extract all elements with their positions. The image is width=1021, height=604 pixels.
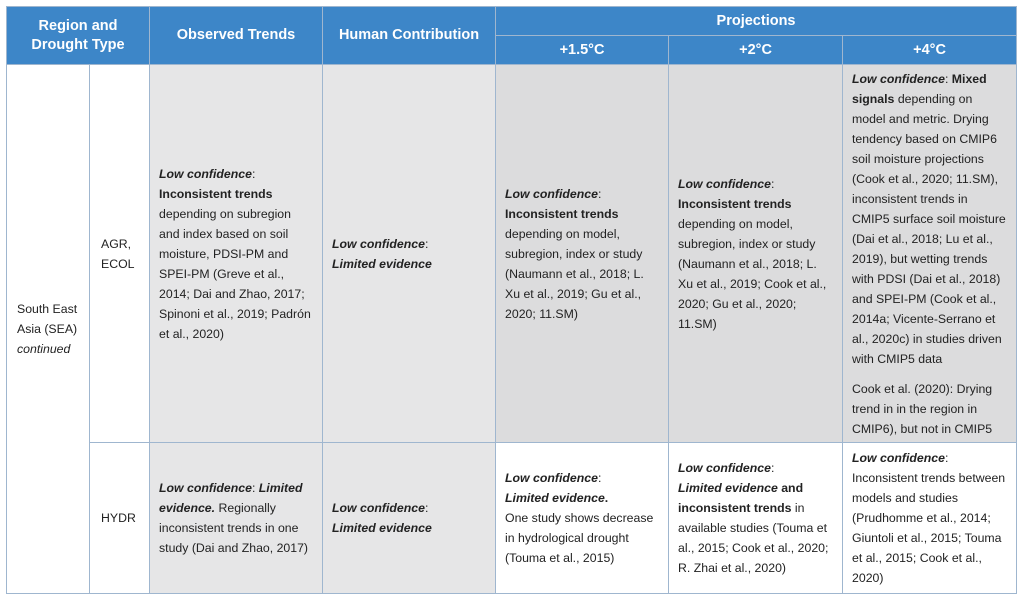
header-human-contribution: Human Contribution <box>323 7 496 65</box>
drought-assessment-table <box>6 6 1017 594</box>
agr-projection-4c-note: Cook et al. (2020): Drying trend in in the region in CMIP6), but not in CMIP5 <box>852 381 993 436</box>
header-projection-4c: +4°C <box>843 36 1017 65</box>
header-projection-1-5c: +1.5°C <box>496 36 669 65</box>
agr-projection-1-5c: Low confidence: Inconsistent trends depending on model, subregion, index or study (Naumann et al., 2018; L. Xu et al., 2019; Gu et al., 2020; 11.SM) <box>496 65 669 443</box>
header-projections: Projections <box>496 7 1017 36</box>
drought-type-agr-ecol: AGR, ECOL <box>90 65 150 443</box>
hydr-projection-1-5c: Low confidence: Limited evidence. One study shows decrease in hydrological drought (Touma et al., 2015) <box>496 443 669 594</box>
region-continued: continued <box>17 342 71 356</box>
table-row-hydr <box>7 443 1017 594</box>
agr-projection-4c: Low confidence: Mixed signals depending on model and metric. Drying tendency based on CMIP6 soil moisture projections (Cook et al., 2020; 11.SM), inconsistent trends in CMIP5 surface soil moisture (Dai et al., 2018; Lu et al., 2019), but wetting trends with PDSI (Dai et al., 2018) and SPEI-PM (Cook et al., 2014a; Vicente-Serrano et al., 2020c) in studies driven with CMIP5 data Cook et al. (2020): Drying trend in in the region in CMIP6), but not in CMIP5 <box>843 65 1017 443</box>
hydr-human-contribution: Low confidence: Limited evidence <box>323 443 496 594</box>
drought-type-hydr: HYDR <box>90 443 150 594</box>
region-name: South East Asia (SEA) <box>17 302 78 336</box>
header-projection-2c: +2°C <box>669 36 843 65</box>
hydr-projection-2c: Low confidence: Limited evidence and inconsistent trends in available studies (Touma et al., 2015; Cook et al., 2020; R. Zhai et al., 2020) <box>669 443 843 594</box>
agr-observed-trends: Low confidence: Inconsistent trends depending on subregion and index based on soil moisture, PDSI-PM and SPEI-PM (Greve et al., 2014; Dai and Zhao, 2017; Spinoni et al., 2019; Padrón et al., 2020) <box>150 65 323 443</box>
agr-projection-2c: Low confidence: Inconsistent trends depending on model, subregion, index or study (Naumann et al., 2018; L. Xu et al., 2019; Cook et al., 2020; Gu et al., 2020; 11.SM) <box>669 65 843 443</box>
region-cell <box>7 65 90 594</box>
header-region: Region and Drought Type <box>7 7 150 65</box>
table-row-agr-ecol <box>7 65 1017 443</box>
header-observed-trends: Observed Trends <box>150 7 323 65</box>
hydr-observed-trends: Low confidence: Limited evidence. Regionally inconsistent trends in one study (Dai and Zhao, 2017) <box>150 443 323 594</box>
agr-human-contribution: Low confidence: Limited evidence <box>323 65 496 443</box>
hydr-projection-4c: Low confidence: Inconsistent trends between models and studies (Prudhomme et al., 2014; Giuntoli et al., 2015; Touma et al., 2015; Cook et al., 2020) <box>843 443 1017 594</box>
